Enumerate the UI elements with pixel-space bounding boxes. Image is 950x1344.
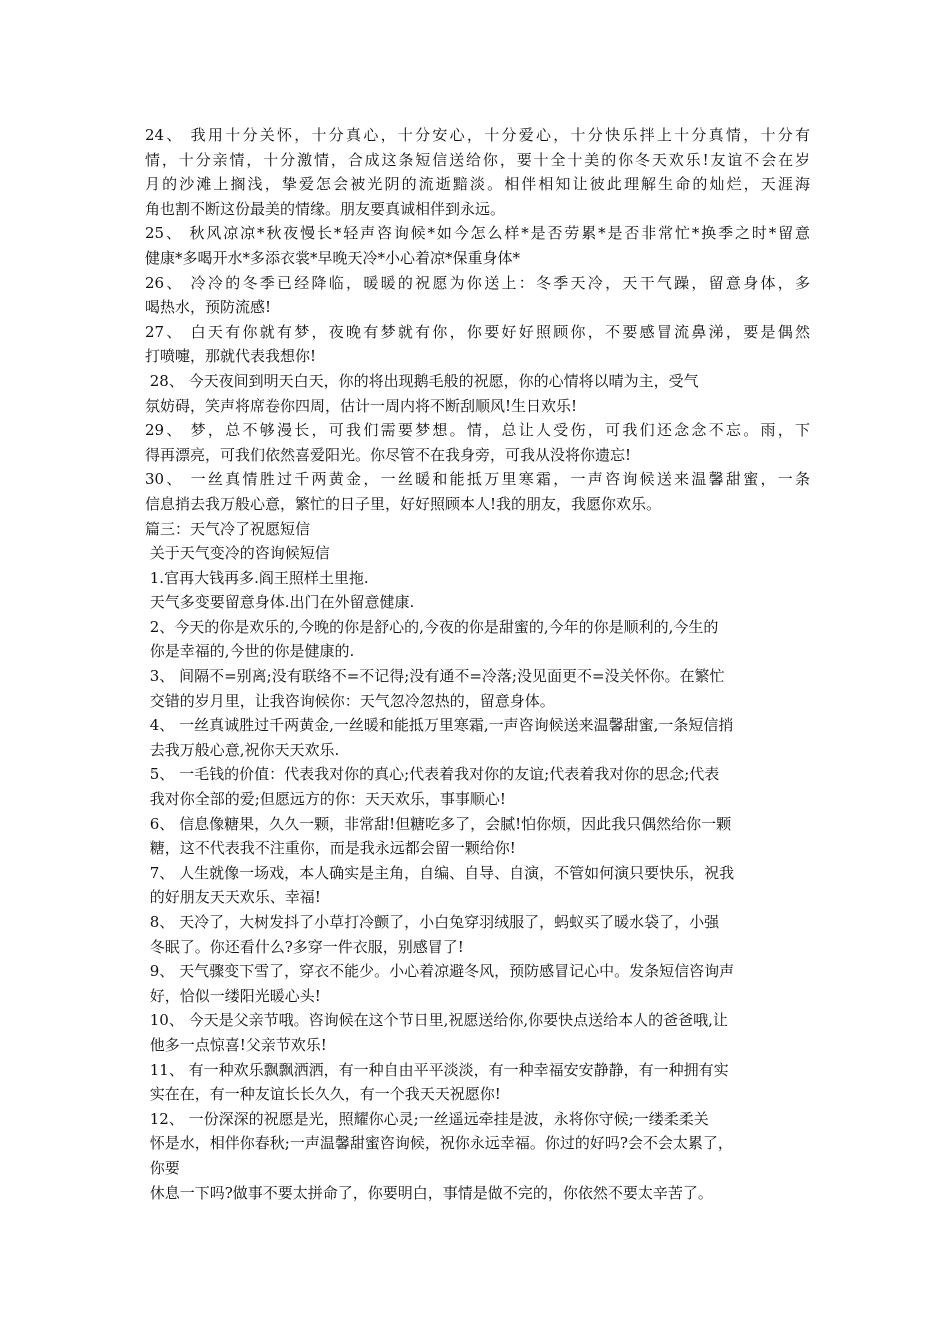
text-line: 28、 今天夜间到明天白天，你的将出现鹅毛般的祝愿，你的心情将以晴为主，受气 <box>145 371 699 390</box>
text-line: 去我万般心意,祝你天天欢乐. <box>145 740 340 759</box>
text-line: 交错的岁月里，让我咨询候你：天气忽冷忽热的，留意身体。 <box>145 691 555 710</box>
text-line: 月的沙滩上搁浅，挚爱怎会被光阴的流逝黯淡。相伴相知让彼此理解生命的灿烂，天涯海 <box>145 175 810 194</box>
text-line: 喝热水，预防流感! <box>145 298 272 317</box>
text-line: 26、 冷冷的冬季已经降临，暖暖的祝愿为你送上：冬季天冷，天干气躁，留意身体，多 <box>145 273 810 292</box>
text-line: 实在在，有一种友谊长长久久，有一个我天天祝愿你! <box>145 1085 501 1104</box>
text-line: 冬眠了。你还看什么?多穿一件衣服，别感冒了! <box>145 937 464 956</box>
text-line: 我对你全部的爱;但愿远方的你：天天欢乐，事事顺心! <box>145 790 506 809</box>
text-line: 24、 我用十分关怀，十分真心，十分安心，十分爱心，十分快乐拌上十分真情，十分有 <box>145 126 810 144</box>
document-body <box>145 123 810 1279</box>
text-line: 2、今天的你是欢乐的,今晚的你是舒心的,今夜的你是甜蜜的,今年的你是顺利的,今生的 <box>145 617 719 636</box>
text-line: 休息一下吗?做事不要太拼命了，你要明白，事情是做不完的，你依然不要太辛苦了。 <box>145 1183 713 1202</box>
text-line: 10、 今天是父亲节哦。咨询候在这个节日里,祝愿送给你,你要快点送给本人的爸爸哦,让 <box>145 1011 728 1030</box>
text-line: 4、 一丝真诚胜过千两黄金,一丝暖和能抵万里寒霜,一声咨询候送来温馨甜蜜,一条短信捎 <box>145 716 734 735</box>
text-line: 30、 一丝真情胜过千两黄金，一丝暖和能抵万里寒霜，一声咨询候送来温馨甜蜜，一条 <box>145 470 810 489</box>
section-subheading: 关于天气变冷的咨询候短信 <box>145 544 330 563</box>
text-line: 氛妨碍，笑声将席卷你四周，估计一周内将不断刮顺风!生日欢乐! <box>145 396 578 415</box>
text-line: 你是幸福的,今世的你是健康的. <box>145 642 355 661</box>
text-line: 怀是水，相伴你春秋;一声温馨甜蜜咨询候，祝你永远幸福。你过的好吗?会不会太累了， <box>145 1134 733 1153</box>
text-line: 的好朋友天天欢乐、幸福! <box>145 888 321 907</box>
text-line: 天气多变要留意身体.出门在外留意健康. <box>145 593 415 612</box>
text-line: 25、 秋风凉凉*秋夜慢长*轻声咨询候*如今怎么样*是否劳累*是否非常忙*换季之时*留意 <box>145 224 810 243</box>
text-line: 信息捎去我万般心意，繁忙的日子里，好好照顾本人!我的朋友，我愿你欢乐。 <box>145 494 662 513</box>
text-line: 9、 天气骤变下雪了，穿衣不能少。小心着凉避冬风，预防感冒记心中。发条短信咨询声 <box>145 962 735 981</box>
text-line: 5、 一毛钱的价值：代表我对你的真心;代表着我对你的友谊;代表着我对你的思念;代表 <box>145 765 720 784</box>
text-line: 29、 梦，总不够漫长，可我们需要梦想。情，总让人受伤，可我们还念念不忘。雨，下 <box>145 421 810 440</box>
text-line <box>145 1254 810 1279</box>
text-line: 你要 <box>145 1158 180 1177</box>
text-line: 得再漂亮，可我们依然喜爱阳光。你尽管不在我身旁，可我从没将你遗忘! <box>145 445 632 464</box>
text-line <box>145 1205 810 1230</box>
text-line: 他多一点惊喜!父亲节欢乐! <box>145 1035 327 1054</box>
text-line: 6、 信息像糖果，久久一颗，非常甜!但糖吃多了，会腻!怕你烦，因此我只偶然给你一颗 <box>145 814 732 833</box>
text-line: 角也割不断这份最美的情缘。朋友要真诚相伴到永远。 <box>145 199 506 218</box>
text-line: 3、 间隔不=别离;没有联络不=不记得;没有通不=冷落;没见面更不=没关怀你。在繁忙 <box>145 667 725 686</box>
section-heading: 篇三：天气冷了祝愿短信 <box>145 519 311 538</box>
text-line: 情，十分亲情，十分激情，合成这条短信送给你，要十全十美的你冬天欢乐!友谊不会在岁 <box>145 150 810 169</box>
text-line: 11、 有一种欢乐飘飘洒洒，有一种自由平平淡淡，有一种幸福安安静静，有一种拥有实 <box>145 1060 729 1079</box>
text-line: 健康*多喝开水*多添衣裳*早晚天冷*小心着凉*保重身体* <box>145 248 521 267</box>
text-line: 糖，这不代表我不注重你，而是我永远都会留一颗给你! <box>145 839 516 858</box>
text-line: 7、 人生就像一场戏，本人确实是主角，自编、自导、自演，不管如何演只要快乐，祝我 <box>145 863 735 882</box>
text-line <box>145 1230 810 1255</box>
text-line: 27、 白天有你就有梦，夜晚有梦就有你，你要好好照顾你，不要感冒流鼻涕，要是偶然 <box>145 322 810 341</box>
text-line: 好，恰似一缕阳光暖心头! <box>145 986 321 1005</box>
text-line: 8、 天冷了，大树发抖了小草打冷颤了，小白兔穿羽绒服了，蚂蚁买了暖水袋了，小强 <box>145 913 720 931</box>
text-line: 打喷嚏，那就代表我想你! <box>145 347 317 366</box>
text-line: 1.官再大钱再多.阎王照样土里拖. <box>145 568 369 587</box>
text-line: 12、 一份深深的祝愿是光，照耀你心灵;一丝遥远牵挂是波，永将你守候;一缕柔柔关 <box>145 1109 709 1128</box>
